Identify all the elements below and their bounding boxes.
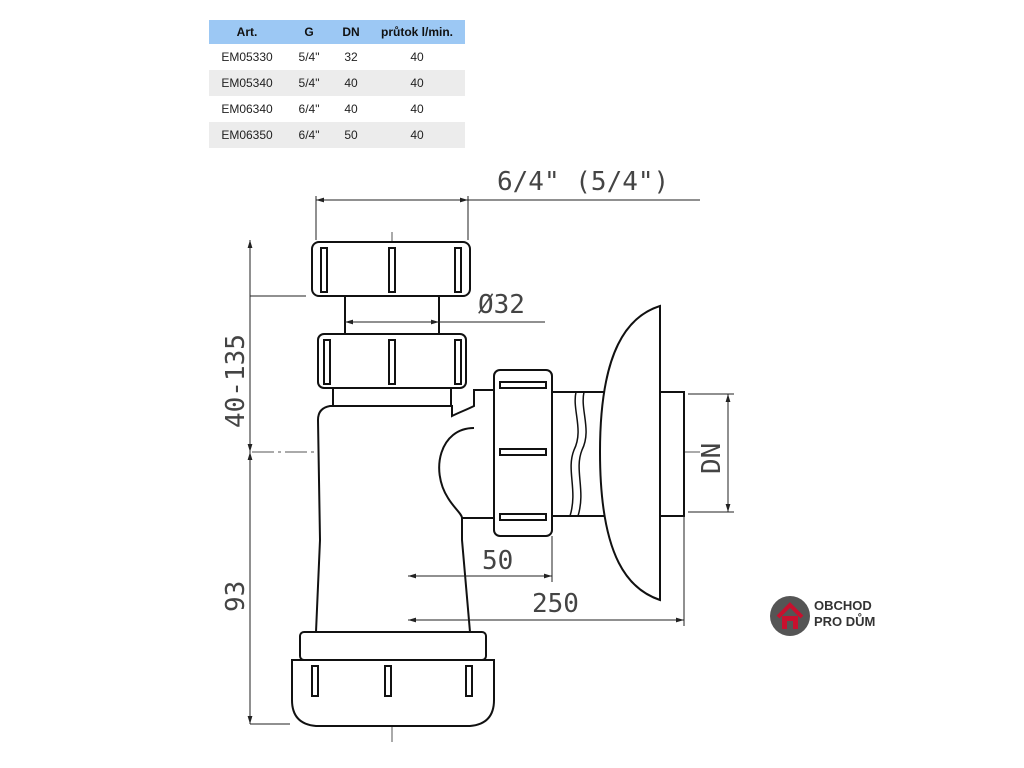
top-nut bbox=[312, 242, 470, 296]
collar bbox=[333, 388, 451, 406]
cell-art: EM06350 bbox=[209, 122, 285, 148]
cell-dn: 50 bbox=[333, 122, 369, 148]
bell-body bbox=[316, 390, 498, 632]
cell-g: 5/4" bbox=[285, 70, 333, 96]
cell-art: EM06340 bbox=[209, 96, 285, 122]
diameter-label: Ø32 bbox=[478, 290, 525, 320]
cell-dn: 40 bbox=[333, 96, 369, 122]
rosette bbox=[600, 306, 660, 600]
cell-flow: 40 bbox=[369, 122, 465, 148]
cell-flow: 40 bbox=[369, 44, 465, 70]
cell-flow: 40 bbox=[369, 96, 465, 122]
total-length-label: 250 bbox=[532, 589, 579, 619]
header-art: Art. bbox=[209, 20, 285, 44]
cell-art: EM05340 bbox=[209, 70, 285, 96]
cell-g: 6/4" bbox=[285, 96, 333, 122]
cell-art: EM05330 bbox=[209, 44, 285, 70]
cell-dn: 40 bbox=[333, 70, 369, 96]
outlet-nut bbox=[494, 370, 552, 536]
outlet-length-label: 50 bbox=[482, 546, 514, 576]
header-g: G bbox=[285, 20, 333, 44]
bottom-ring bbox=[300, 632, 486, 660]
thread-dimension-label: 6/4" (5/4") bbox=[497, 167, 670, 197]
obchod-pro-dum-logo bbox=[768, 594, 888, 638]
height-range-label: 40-135 bbox=[221, 334, 251, 428]
cell-g: 5/4" bbox=[285, 44, 333, 70]
inlet-tube bbox=[345, 296, 439, 334]
logo-line-1: OBCHOD bbox=[814, 598, 872, 613]
logo-text bbox=[814, 598, 875, 630]
logo-line-2: PRO DŮM bbox=[814, 614, 876, 629]
bottom-cup bbox=[292, 660, 494, 726]
pipe-end bbox=[660, 392, 684, 516]
middle-nut bbox=[318, 334, 466, 388]
cell-dn: 32 bbox=[333, 44, 369, 70]
house-logo-icon bbox=[768, 594, 812, 638]
height-low-label: 93 bbox=[221, 580, 251, 612]
header-flow: průtok l/min. bbox=[369, 20, 465, 44]
cell-g: 6/4" bbox=[285, 122, 333, 148]
header-dn: DN bbox=[333, 20, 369, 44]
cell-flow: 40 bbox=[369, 70, 465, 96]
dn-label: DN bbox=[697, 442, 727, 474]
